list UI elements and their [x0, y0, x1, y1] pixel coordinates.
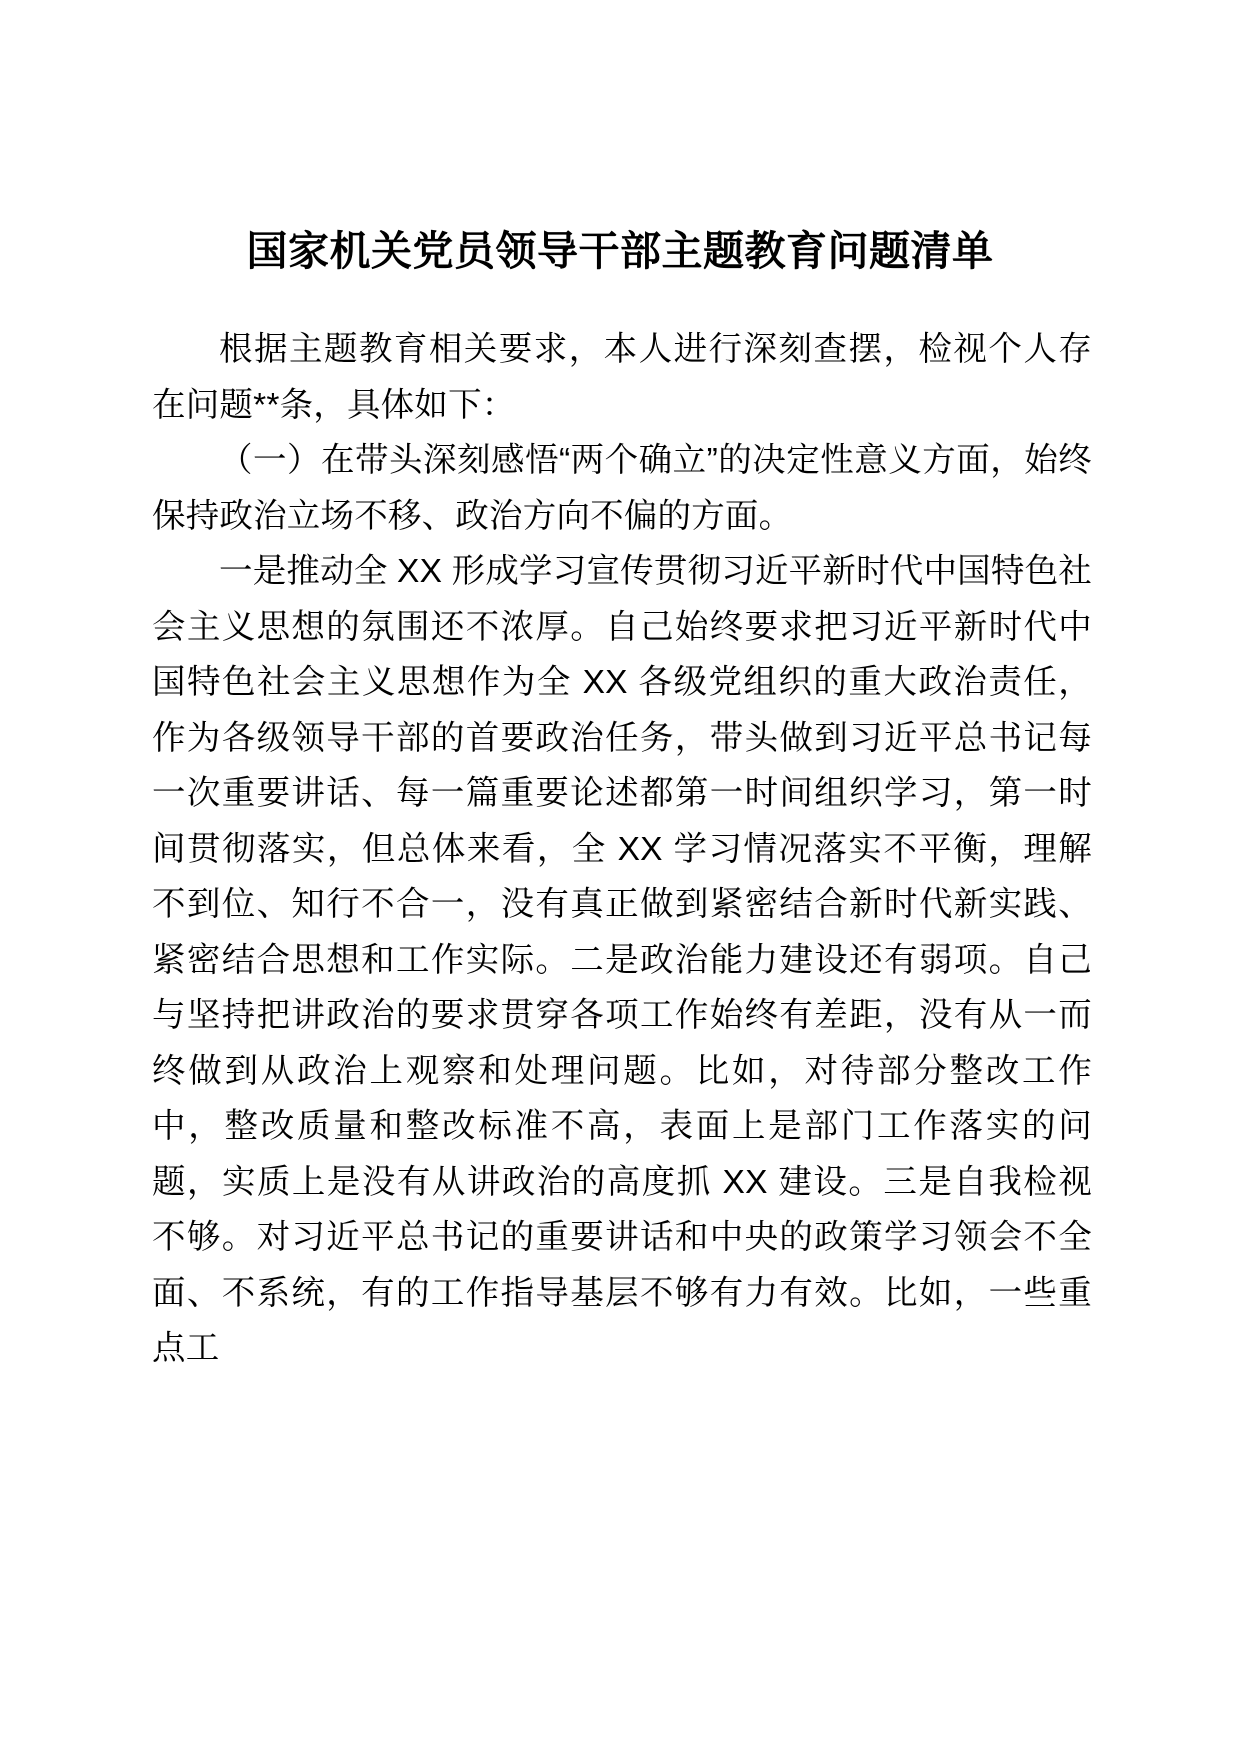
paragraph-intro: 根据主题教育相关要求，本人进行深刻查摆，检视个人存在问题**条，具体如下：: [152, 331, 1092, 424]
paragraph-section-one-body: 一是推动全 XX 形成学习宣传贯彻习近平新时代中国特色社会主义思想的氛围还不浓厚。自己始终要求把习近平新时代中国特色社会主义思想作为全 XX 各级党组织的重大政治责任，作为各级领导干部的首要政治任务，带头做到习近平总书记每一次重要讲话、每一篇重要论述都第一时间组织学习，第一时间贯彻落实，但总体来看，全 XX 学习情况落实不平衡，理解不到位、知行不合一，没有真正做到紧密结合新时代新实践、紧密结合思想和工作实际。二是政治能力建设还有弱项。自己与坚持把讲政治的要求贯穿各项工作始终有差距，没有从一而终做到从政治上观察和处理问题。比如，对待部分整改工作中，整改质量和整改标准不高，表面上是部门工作落实的问题，实质上是没有从讲政治的高度抓 XX 建设。三是自我检视不够。对习近平总书记的重要讲话和中央的政策学习领会不全面、不系统，有的工作指导基层不够有力有效。比如，一些重点工: [152, 553, 1092, 1367]
page-title: 国家机关党员领导干部主题教育问题清单: [246, 228, 994, 275]
document-body: [152, 322, 1092, 1377]
paragraph-section-one-heading: （一）在带头深刻感悟“两个确立”的决定性意义方面，始终保持政治立场不移、政治方向不偏的方面。: [152, 442, 1092, 535]
